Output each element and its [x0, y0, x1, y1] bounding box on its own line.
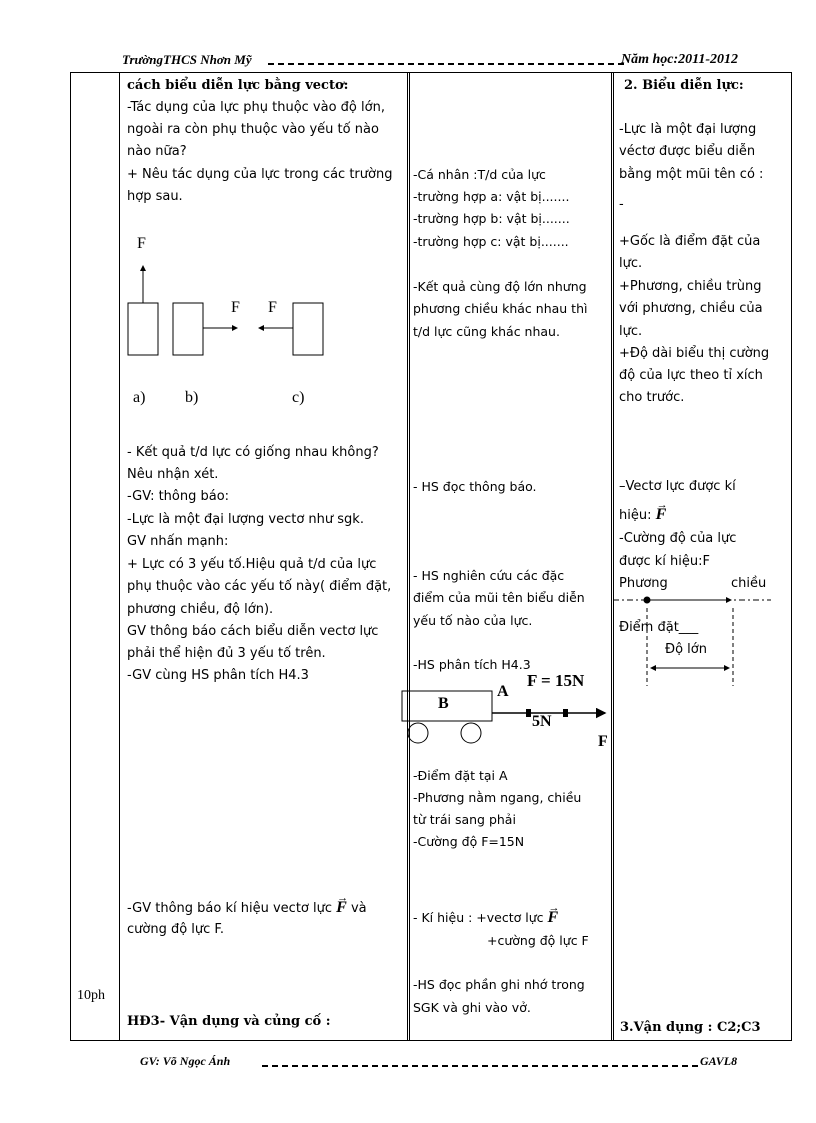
notes-line: với phương, chiều của [619, 301, 763, 316]
notes-line: véctơ được biểu diễn [619, 144, 756, 159]
force-label-up: F [137, 235, 146, 252]
teacher-line: GV thông báo cách biểu diễn vectơ lực [127, 624, 379, 639]
student-line: SGK và ghi vào vở. [413, 1000, 531, 1015]
student-line: -HS phân tích H4.3 [413, 657, 531, 672]
vector-f-symbol: → F [336, 899, 347, 916]
notes-line: lực. [619, 256, 643, 271]
teacher-line: nào nữa? [127, 144, 187, 159]
notes-label-magnitude: Độ lớn [665, 642, 707, 657]
notes-line: –Vectơ lực được kí [619, 479, 736, 494]
notes-label-sense: chiều [731, 576, 767, 591]
notes-line: +Phương, chiều trùng [619, 279, 762, 294]
cart-label-b: B [438, 695, 449, 712]
teacher-line: hợp sau. [127, 189, 183, 204]
vector-f-symbol: → F [548, 909, 559, 926]
header-rule [268, 63, 624, 65]
student-line: -Kết quả cùng độ lớn nhưng [413, 279, 587, 294]
scale-tick-1 [526, 709, 531, 717]
teacher-line: -Lực là một đại lượng vectơ như sgk. [127, 512, 364, 527]
teacher-line: ngoài ra còn phụ thuộc vào yếu tố nào [127, 122, 379, 137]
teacher-line: phụ thuộc vào các yếu tố này( điểm đặt, [127, 579, 392, 594]
teacher-line: + Nêu tác dụng của lực trong các trường [127, 167, 393, 182]
teacher-line: -Tác dụng của lực phụ thuộc vào độ lớn, [127, 100, 385, 115]
teacher-line: GV nhấn mạnh: [127, 534, 229, 549]
student-line: -Cá nhân :T/d của lực [413, 167, 546, 182]
notes-label-direction: Phương [619, 576, 668, 591]
student-line: - HS đọc thông báo. [413, 479, 537, 494]
student-line: yếu tố nào của lực. [413, 613, 533, 628]
block-c [293, 303, 323, 355]
student-line: -trường hợp c: vật bị....... [413, 234, 569, 249]
force-magnitude-label: F = 15N [527, 671, 585, 690]
block-b [173, 303, 203, 355]
notes-line: bằng một mũi tên có : [619, 167, 764, 182]
teacher-line: cường độ lực F. [127, 922, 224, 937]
force-label-c: F [268, 299, 277, 316]
case-label-c: c) [292, 389, 305, 406]
teacher-line: và [350, 901, 367, 916]
notes-heading: 2. Biểu diễn lực: [624, 78, 744, 93]
notes-line: +Độ dài biểu thị cường [619, 346, 770, 361]
teacher-line: -GV: thông báo: [127, 489, 230, 504]
student-symbol-line [413, 907, 558, 930]
subject-code: GAVL8 [700, 1054, 738, 1068]
notes-line: hiệu: [619, 508, 652, 523]
hd3-heading: HĐ3- Vận dụng và củng cố : [127, 1014, 331, 1029]
notes-label-point: Điểm đặt___ [619, 620, 699, 635]
block-a [128, 303, 158, 355]
student-line: -Cường độ F=15N [413, 834, 525, 849]
footer-rule [262, 1065, 698, 1067]
notes-line: - [619, 197, 624, 212]
student-line: từ trái sang phải [413, 812, 516, 827]
student-line: phương chiều khác nhau thì [413, 301, 588, 316]
case-label-a: a) [133, 389, 146, 406]
teacher-line: phương chiều, độ lớn). [127, 602, 274, 617]
force-label-f: F [598, 733, 608, 750]
apply-heading: 3.Vận dụng : C2;C3 [620, 1020, 761, 1035]
student-line: -Phương nằm ngang, chiều [413, 790, 582, 805]
notes-line: -Lực là một đại lượng [619, 122, 757, 137]
teacher-symbol-line [127, 897, 367, 921]
teacher-line: phải thể hiện đủ 3 yếu tố trên. [127, 646, 326, 661]
notes-line: +Gốc là điểm đặt của [619, 234, 761, 249]
student-line: -HS đọc phần ghi nhớ trong [413, 977, 585, 992]
notes-line: cho trước. [619, 390, 685, 405]
col-divider-3 [611, 73, 614, 1040]
page-header [118, 52, 770, 72]
notes-symbol-line [619, 504, 666, 528]
duration: 10ph [77, 988, 105, 1003]
case-label-b: b) [185, 389, 199, 406]
scale-tick-2 [563, 709, 568, 717]
force-diagram [121, 258, 381, 368]
col-divider-2 [407, 73, 410, 1040]
cart-wheel-right [461, 723, 481, 743]
student-line: -trường hợp a: vật bị....... [413, 189, 570, 204]
cart-wheel-left [408, 723, 428, 743]
cart-diagram [401, 685, 619, 755]
teacher-name: GV: Võ Ngọc Ánh [140, 1054, 231, 1068]
teacher-line: + Lực có 3 yếu tố.Hiệu quả t/d của lực [127, 557, 377, 572]
teacher-line: -GV thông báo kí hiệu vectơ lực [127, 901, 332, 916]
teacher-line: Nêu nhận xét. [127, 467, 219, 482]
point-label-a: A [497, 683, 509, 700]
student-line: điểm của mũi tên biểu diễn [413, 590, 585, 605]
school-name: TrườngTHCS Nhơn Mỹ [122, 52, 252, 67]
notes-line: độ của lực theo tỉ xích [619, 368, 763, 383]
teacher-line: - Kết quả t/d lực có giống nhau không? [127, 445, 379, 460]
student-line: - Kí hiệu : +vectơ lực [413, 910, 544, 925]
col-divider-1 [119, 73, 120, 1040]
teacher-line: -GV cùng HS phân tích H4.3 [127, 668, 309, 683]
student-line: -Điểm đặt tại A [413, 768, 508, 783]
school-year: Năm học:2011-2012 [621, 52, 739, 67]
student-line: -trường hợp b: vật bị....... [413, 211, 570, 226]
lesson-table [70, 72, 792, 1041]
notes-line: được kí hiệu:F [619, 554, 710, 569]
notes-line: -Cường độ của lực [619, 531, 737, 546]
force-label-b: F [231, 299, 240, 316]
page-footer [140, 1054, 752, 1074]
vector-f-symbol: → F [656, 506, 667, 523]
student-line: t/d lực cũng khác nhau. [413, 324, 560, 339]
scale-label: 5N [532, 713, 552, 730]
teacher-heading: cách biểu diễn lực bằng vectơ: [127, 78, 349, 93]
student-line: +cường độ lực F [487, 933, 589, 948]
student-line: - HS nghiên cứu các đặc [413, 568, 565, 583]
notes-line: lực. [619, 324, 643, 339]
